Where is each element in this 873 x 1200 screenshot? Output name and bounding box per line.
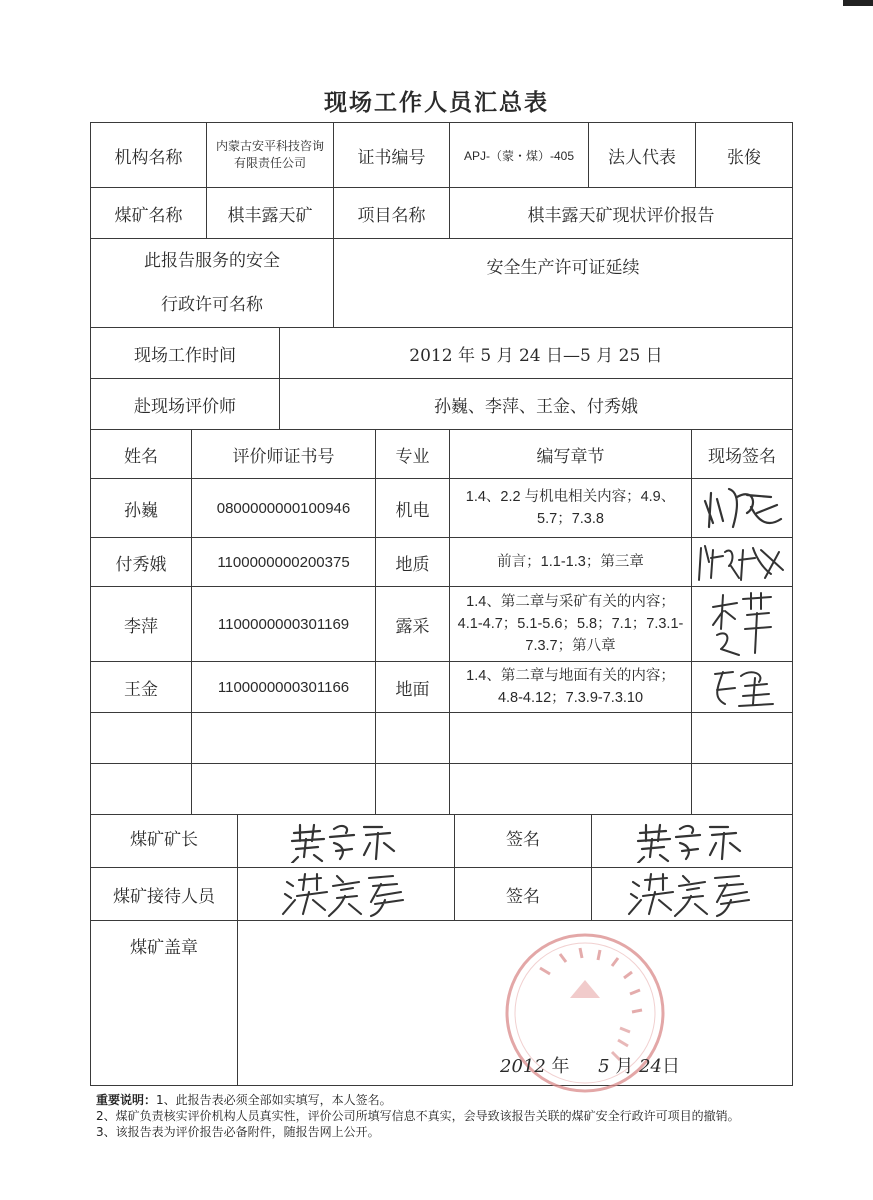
notes-heading: 重要说明： <box>96 1093 157 1107</box>
assessors-value: 孙巍、李萍、王金、付秀娥 <box>279 378 793 430</box>
form-title: 现场工作人员汇总表 <box>324 89 549 116</box>
notes-item-3: 3、该报告表为评价报告必备附件，随报告网上公开。 <box>96 1125 380 1139</box>
empty-cell <box>191 712 376 764</box>
date-month: 5 <box>598 1056 610 1077</box>
org-label: 机构名称 <box>90 122 207 188</box>
table-row-sections: 1.4、第二章与采矿有关的内容；4.1-4.7；5.1-5.6；5.8；7.1；7.3.1-7.3.7；第八章 <box>449 586 692 662</box>
signature-liping <box>707 589 777 659</box>
table-row-name: 王金 <box>90 661 192 713</box>
table-row-signature <box>691 586 793 662</box>
table-row-major: 地质 <box>375 537 450 587</box>
notes-line-1 <box>96 1092 796 1108</box>
reception-sign-label: 签名 <box>454 867 592 921</box>
table-row-name: 李萍 <box>90 586 192 662</box>
header-sections: 编写章节 <box>449 429 692 479</box>
org-value: 内蒙古安平科技咨询有限责任公司 <box>206 122 334 188</box>
cert-value: APJ-（蒙・煤）-405 <box>449 122 589 188</box>
legal-label: 法人代表 <box>588 122 696 188</box>
date-day-unit: 日 <box>661 1056 680 1077</box>
corner-mark <box>843 0 873 6</box>
table-row-signature <box>691 661 793 713</box>
cert-label: 证书编号 <box>333 122 450 188</box>
date-year: 2012 <box>500 1056 546 1077</box>
date-month-unit: 月 <box>615 1056 634 1077</box>
manager-label: 煤矿矿长 <box>90 814 238 868</box>
empty-cell <box>449 712 692 764</box>
empty-cell <box>375 763 450 815</box>
table-row-sections: 前言；1.1-1.3；第三章 <box>449 537 692 587</box>
project-label: 项目名称 <box>333 187 450 239</box>
table-row-major: 地面 <box>375 661 450 713</box>
notes-item-1: 1、此报告表必须全部如实填写，本人签名。 <box>156 1093 392 1107</box>
signature-wangjin <box>707 664 777 710</box>
table-row-name: 付秀娥 <box>90 537 192 587</box>
mine-value: 棋丰露天矿 <box>206 187 334 239</box>
table-row-cert: 1100000000200375 <box>191 537 376 587</box>
work-time-label: 现场工作时间 <box>90 327 280 379</box>
table-row-signature <box>691 537 793 587</box>
manager-sign-cell <box>591 814 793 868</box>
project-value: 棋丰露天矿现状评价报告 <box>449 187 793 239</box>
table-row-cert: 0800000000100946 <box>191 478 376 538</box>
permit-label-line2: 行政许可名称 <box>161 295 263 315</box>
permit-value: 安全生产许可证延续 <box>333 238 793 328</box>
header-cert: 评价师证书号 <box>191 429 376 479</box>
empty-cell <box>90 712 192 764</box>
reception-signature-cell <box>237 867 455 921</box>
reception-label: 煤矿接待人员 <box>90 867 238 921</box>
seal-label: 煤矿盖章 <box>90 920 238 1086</box>
table-row-cert: 1100000000301166 <box>191 661 376 713</box>
header-signature: 现场签名 <box>691 429 793 479</box>
table-row-sections: 1.4、2.2 与机电相关内容；4.9、5.7；7.3.8 <box>449 478 692 538</box>
table-row-name: 孙巍 <box>90 478 192 538</box>
table-row-sections: 1.4、第二章与地面有关的内容；4.8-4.12；7.3.9-7.3.10 <box>449 661 692 713</box>
notes-item-2: 2、煤矿负责核实评价机构人员真实性，评价公司所填写信息不真实，会导致该报告关联的煤矿安全行政许可项目的撤销。 <box>96 1109 740 1123</box>
manager-signature-cell <box>237 814 455 868</box>
date-year-unit: 年 <box>551 1056 570 1077</box>
empty-cell <box>191 763 376 815</box>
signature-manager <box>286 819 406 863</box>
empty-cell <box>691 712 793 764</box>
date-day: 24 <box>639 1056 662 1077</box>
mine-label: 煤矿名称 <box>90 187 207 239</box>
signature-fuxiue <box>695 540 790 584</box>
empty-cell <box>449 763 692 815</box>
signature-sunwei <box>697 483 787 533</box>
permit-label <box>90 238 334 328</box>
important-notes <box>96 1092 796 1140</box>
legal-value: 张俊 <box>695 122 793 188</box>
manager-sign-label: 签名 <box>454 814 592 868</box>
signature-reception-2 <box>627 870 757 918</box>
table-row-cert: 1100000000301169 <box>191 586 376 662</box>
table-row-signature <box>691 478 793 538</box>
reception-sign-cell <box>591 867 793 921</box>
seal-date <box>500 1052 680 1078</box>
signature-reception <box>281 870 411 918</box>
table-row-major: 机电 <box>375 478 450 538</box>
permit-label-line1: 此报告服务的安全 <box>144 251 280 271</box>
table-row-major: 露采 <box>375 586 450 662</box>
signature-manager-2 <box>632 819 752 863</box>
header-major: 专业 <box>375 429 450 479</box>
header-name: 姓名 <box>90 429 192 479</box>
assessors-label: 赴现场评价师 <box>90 378 280 430</box>
empty-cell <box>691 763 793 815</box>
work-time-value: 2012 年 5 月 24 日—5 月 25 日 <box>279 327 793 379</box>
empty-cell <box>375 712 450 764</box>
empty-cell <box>90 763 192 815</box>
